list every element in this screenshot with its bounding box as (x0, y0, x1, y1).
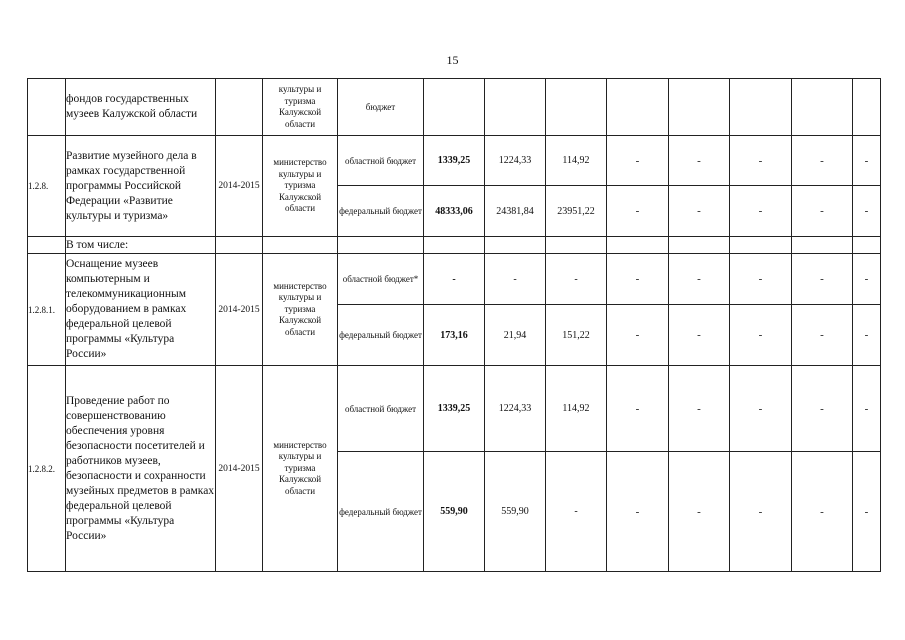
total-cell: 559,90 (424, 452, 485, 572)
table-row (28, 366, 881, 452)
value-cell (792, 79, 853, 136)
row-name-cell: Развитие музейного дела в рамках государственной программы Российской Федерации «Развитие культуры и туризма» (66, 136, 216, 237)
dash-cell: - (607, 254, 669, 305)
dash-cell: - (792, 452, 853, 572)
value-cell (669, 79, 730, 136)
period-cell (216, 79, 263, 136)
empty-cell (485, 237, 546, 254)
dash-cell: - (853, 452, 881, 572)
value-cell (730, 79, 792, 136)
dash-cell: - (669, 136, 730, 186)
source-cell: областной бюджет (338, 366, 424, 452)
dash-cell: - (730, 452, 792, 572)
total-cell: - (424, 254, 485, 305)
row-number-cell: 1.2.8.2. (28, 366, 66, 572)
source-cell: бюджет (338, 79, 424, 136)
empty-cell (792, 237, 853, 254)
empty-cell (546, 237, 607, 254)
source-cell: федеральный бюджет (338, 305, 424, 366)
year-2015-cell: 114,92 (546, 136, 607, 186)
value-cell (546, 79, 607, 136)
page-number: 15 (446, 53, 459, 67)
empty-cell (263, 237, 338, 254)
dash-cell: - (853, 305, 881, 366)
dash-cell: - (669, 254, 730, 305)
value-cell (607, 79, 669, 136)
budget-table (27, 78, 881, 572)
dash-cell: - (730, 254, 792, 305)
table-row (28, 254, 881, 305)
dash-cell: - (853, 186, 881, 237)
empty-cell (424, 237, 485, 254)
value-cell (485, 79, 546, 136)
dash-cell: - (853, 136, 881, 186)
dash-cell: - (607, 305, 669, 366)
total-cell: 1339,25 (424, 136, 485, 186)
source-cell: областной бюджет* (338, 254, 424, 305)
executor-cell: министерство культуры и туризма Калужской области (263, 366, 338, 572)
executor-cell: министерство культуры и туризма Калужской области (263, 136, 338, 237)
year-2015-cell: - (546, 254, 607, 305)
executor-cell: министерство культуры и туризма Калужской области (263, 254, 338, 366)
dash-cell: - (669, 186, 730, 237)
total-cell: 1339,25 (424, 366, 485, 452)
dash-cell: - (853, 366, 881, 452)
value-cell (424, 79, 485, 136)
source-cell: федеральный бюджет (338, 186, 424, 237)
empty-cell (669, 237, 730, 254)
dash-cell: - (607, 366, 669, 452)
source-cell: федеральный бюджет (338, 452, 424, 572)
total-cell: 173,16 (424, 305, 485, 366)
year-2015-cell: - (546, 452, 607, 572)
dash-cell: - (792, 254, 853, 305)
empty-cell (338, 237, 424, 254)
dash-cell: - (730, 366, 792, 452)
dash-cell: - (669, 452, 730, 572)
row-number-cell: 1.2.8.1. (28, 254, 66, 366)
dash-cell: - (669, 305, 730, 366)
dash-cell: - (730, 305, 792, 366)
row-number-cell (28, 237, 66, 254)
source-cell: областной бюджет (338, 136, 424, 186)
year-2015-cell: 114,92 (546, 366, 607, 452)
empty-cell (216, 237, 263, 254)
year-2014-cell: 559,90 (485, 452, 546, 572)
dash-cell: - (607, 136, 669, 186)
period-cell: 2014-2015 (216, 254, 263, 366)
table-row (28, 136, 881, 186)
table-row (28, 79, 881, 136)
dash-cell: - (607, 452, 669, 572)
row-number-cell: 1.2.8. (28, 136, 66, 237)
period-cell: 2014-2015 (216, 136, 263, 237)
dash-cell: - (853, 254, 881, 305)
dash-cell: - (607, 186, 669, 237)
period-cell: 2014-2015 (216, 366, 263, 572)
dash-cell: - (730, 136, 792, 186)
year-2014-cell: 21,94 (485, 305, 546, 366)
including-label: В том числе: (66, 237, 216, 254)
empty-cell (730, 237, 792, 254)
year-2014-cell: 24381,84 (485, 186, 546, 237)
dash-cell: - (792, 136, 853, 186)
year-2014-cell: 1224,33 (485, 136, 546, 186)
table-row (28, 237, 881, 254)
value-cell (853, 79, 881, 136)
row-number-cell (28, 79, 66, 136)
dash-cell: - (792, 186, 853, 237)
year-2015-cell: 23951,22 (546, 186, 607, 237)
year-2014-cell: - (485, 254, 546, 305)
row-name-cell: Проведение работ по совершенствованию обеспечения уровня безопасности посетителей и работников музеев, безопасности и сохранности музейных предметов в рамках федеральной целевой программы «Культура России» (66, 366, 216, 572)
row-name-cell: Оснащение музеев компьютерным и телекоммуникационным оборудованием в рамках федеральной целевой программы «Культура России» (66, 254, 216, 366)
dash-cell: - (792, 366, 853, 452)
empty-cell (853, 237, 881, 254)
dash-cell: - (669, 366, 730, 452)
year-2014-cell: 1224,33 (485, 366, 546, 452)
executor-cell: культуры и туризма Калужской области (263, 79, 338, 136)
dash-cell: - (730, 186, 792, 237)
dash-cell: - (792, 305, 853, 366)
total-cell: 48333,06 (424, 186, 485, 237)
year-2015-cell: 151,22 (546, 305, 607, 366)
row-name-cell: фондов государственных музеев Калужской области (66, 79, 216, 136)
empty-cell (607, 237, 669, 254)
